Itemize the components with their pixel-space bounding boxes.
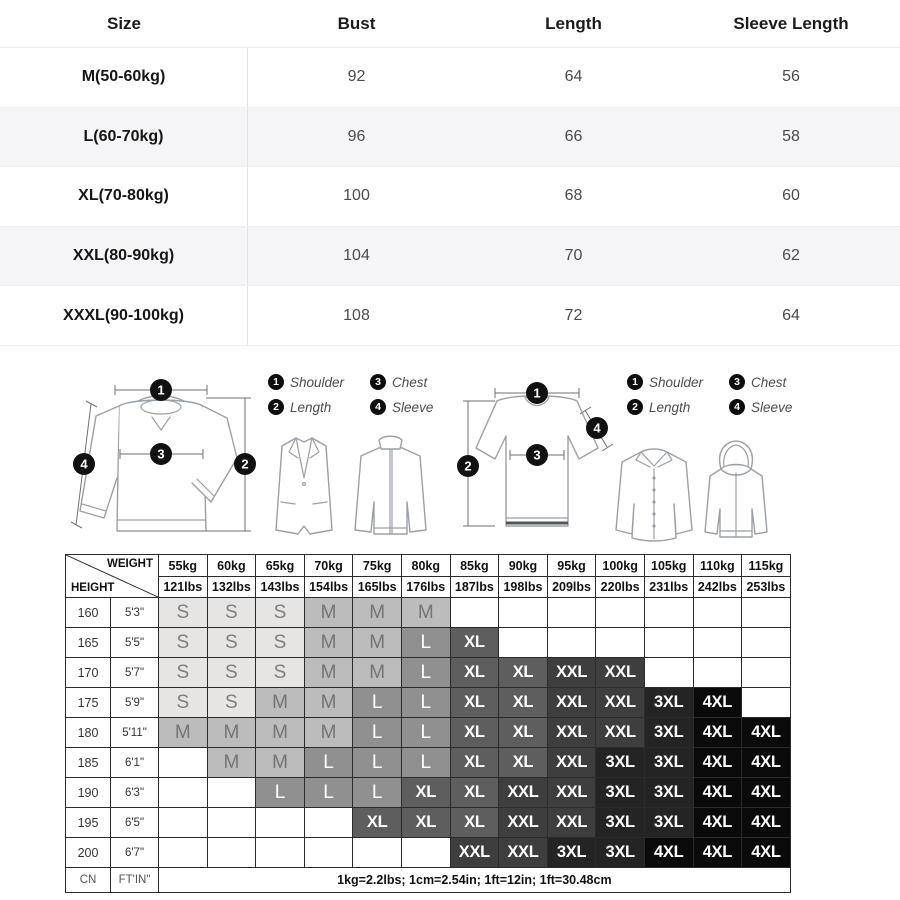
size-cell — [547, 628, 596, 658]
weight-kg-header: 115kg — [742, 555, 791, 577]
number-badge-icon: 1 — [627, 374, 643, 390]
size-cell: XXL — [596, 658, 645, 688]
matrix-row — [66, 628, 791, 658]
legend-label: Chest — [392, 374, 428, 390]
size-cell: XL — [499, 748, 548, 778]
measure-point-sleeve — [586, 417, 608, 439]
column-header-length: Length — [545, 13, 602, 33]
size-cell — [450, 598, 499, 628]
sleeve-cell: 58 — [782, 127, 800, 145]
legend-label: Sleeve — [751, 399, 793, 415]
size-cell: M — [256, 718, 305, 748]
zip-jacket-sketch — [348, 432, 433, 544]
sleeve-cell: 60 — [782, 187, 800, 205]
size-cell — [596, 598, 645, 628]
size-cell — [159, 808, 208, 838]
size-cell: 4XL — [693, 808, 742, 838]
size-cell: S — [159, 658, 208, 688]
number-badge-icon: 2 — [268, 399, 284, 415]
blazer-sketch — [268, 432, 340, 544]
size-table-row — [0, 227, 900, 287]
size-cell: 4XL — [742, 778, 791, 808]
weight-kg-header: 75kg — [353, 555, 402, 577]
size-cell — [304, 838, 353, 868]
svg-text:2: 2 — [464, 458, 472, 474]
size-cell: L — [401, 688, 450, 718]
size-cell — [499, 598, 548, 628]
corner-height-label: HEIGHT — [71, 582, 115, 594]
height-cm-cell: 160 — [66, 598, 111, 628]
size-cell: XL — [450, 658, 499, 688]
conversion-note: 1kg=2.2lbs; 1cm=2.54in; 1ft=12in; 1ft=30.48cm — [159, 868, 791, 893]
size-cell: 3XL — [596, 808, 645, 838]
size-cell — [693, 628, 742, 658]
weight-lbs-header: 143lbs — [256, 577, 305, 598]
size-cell: M — [353, 658, 402, 688]
size-cell: S — [159, 628, 208, 658]
number-badge-icon: 2 — [627, 399, 643, 415]
matrix-row — [66, 688, 791, 718]
size-cell: M — [353, 598, 402, 628]
size-cell: XXL — [547, 688, 596, 718]
size-cell: S — [256, 628, 305, 658]
length-cell: 64 — [564, 68, 583, 86]
corner-weight-label: WEIGHT — [107, 558, 153, 570]
legend-label: Length — [649, 399, 691, 415]
length-cell: 72 — [564, 306, 583, 324]
size-cell — [159, 838, 208, 868]
legend-label: Shoulder — [290, 374, 345, 390]
height-cm-cell: 165 — [66, 628, 111, 658]
size-cell: XL — [450, 808, 499, 838]
size-cell: S — [256, 658, 305, 688]
size-cell: L(60-70kg) — [0, 108, 248, 167]
size-cell: XL — [450, 628, 499, 658]
size-cell: 3XL — [596, 748, 645, 778]
column-header-sleeve: Sleeve Length — [733, 13, 849, 33]
bust-cell: 100 — [343, 187, 370, 205]
size-cell: 3XL — [644, 748, 693, 778]
size-cell: 3XL — [547, 838, 596, 868]
measure-point-length — [457, 455, 479, 477]
size-cell: M — [304, 628, 353, 658]
size-cell: 4XL — [693, 778, 742, 808]
number-badge-icon: 1 — [268, 374, 284, 390]
weight-lbs-header: 121lbs — [159, 577, 208, 598]
matrix-header-lbs-row — [66, 577, 791, 598]
height-cm-cell: 180 — [66, 718, 111, 748]
svg-text:4: 4 — [80, 456, 88, 472]
size-cell: 3XL — [644, 688, 693, 718]
size-cell: XXL — [596, 688, 645, 718]
size-cell — [644, 658, 693, 688]
size-cell: XXL — [499, 838, 548, 868]
number-badge-icon: 3 — [729, 374, 745, 390]
size-cell: 3XL — [596, 778, 645, 808]
size-cell: 4XL — [644, 838, 693, 868]
size-cell: L — [401, 658, 450, 688]
size-cell — [644, 628, 693, 658]
weight-lbs-header: 242lbs — [693, 577, 742, 598]
size-cell: XL — [450, 718, 499, 748]
size-cell: 3XL — [596, 838, 645, 868]
measure-point-chest — [150, 443, 172, 465]
size-cell: S — [159, 598, 208, 628]
sleeve-cell: 64 — [782, 306, 800, 324]
size-cell: XL — [401, 778, 450, 808]
size-cell: XL — [450, 778, 499, 808]
size-cell: M — [304, 598, 353, 628]
legend-item — [268, 399, 344, 415]
height-ftin-cell: 5'11" — [111, 718, 159, 748]
matrix-row — [66, 718, 791, 748]
size-cell: XL — [499, 688, 548, 718]
size-cell: M — [256, 748, 305, 778]
size-cell — [159, 748, 208, 778]
size-cell: 3XL — [644, 808, 693, 838]
hoodie-sketch — [700, 439, 772, 546]
size-cell: XXL — [499, 808, 548, 838]
size-cell: XXL — [547, 778, 596, 808]
size-cell: XL — [353, 808, 402, 838]
size-matrix-table — [65, 554, 791, 893]
legend-item — [729, 374, 792, 390]
button-shirt-sketch — [608, 444, 700, 546]
size-cell: 4XL — [693, 838, 742, 868]
legend-item — [268, 374, 344, 390]
size-cell: S — [207, 628, 256, 658]
height-ftin-cell: 6'3" — [111, 778, 159, 808]
size-cell: L — [353, 718, 402, 748]
size-cell: L — [401, 748, 450, 778]
weight-kg-header: 100kg — [596, 555, 645, 577]
height-ftin-cell: 5'3" — [111, 598, 159, 628]
size-cell: M — [304, 658, 353, 688]
size-cell — [499, 628, 548, 658]
size-cell: XXL — [547, 808, 596, 838]
size-cell: L — [304, 748, 353, 778]
weight-kg-header: 80kg — [401, 555, 450, 577]
size-cell — [596, 628, 645, 658]
size-table-row — [0, 48, 900, 108]
legend-item — [627, 374, 703, 390]
size-cell: XL(70-80kg) — [0, 167, 248, 226]
button-shirt-icon — [608, 444, 700, 546]
height-ftin-cell: 6'1" — [111, 748, 159, 778]
size-cell: XXL(80-90kg) — [0, 227, 248, 286]
size-cell: XL — [450, 688, 499, 718]
bust-cell: 108 — [343, 306, 370, 324]
bust-cell: 96 — [347, 127, 366, 145]
length-cell: 70 — [564, 247, 583, 265]
weight-kg-header: 55kg — [159, 555, 208, 577]
height-ftin-cell: 6'5" — [111, 808, 159, 838]
size-cell: XXL — [547, 718, 596, 748]
size-cell: 4XL — [693, 688, 742, 718]
legend-label: Chest — [751, 374, 787, 390]
size-cell: M — [159, 718, 208, 748]
size-cell: XL — [499, 718, 548, 748]
size-cell: L — [353, 688, 402, 718]
column-header-bust: Bust — [337, 13, 376, 33]
legend-label: Length — [290, 399, 332, 415]
weight-kg-header: 90kg — [499, 555, 548, 577]
measure-point-length — [234, 453, 256, 475]
size-cell: XL — [401, 808, 450, 838]
weight-lbs-header: 154lbs — [304, 577, 353, 598]
bust-cell: 104 — [343, 247, 370, 265]
size-cell: XL — [450, 748, 499, 778]
legend-label: Sleeve — [392, 399, 434, 415]
weight-kg-header: 95kg — [547, 555, 596, 577]
size-cell: L — [256, 778, 305, 808]
weight-lbs-header: 132lbs — [207, 577, 256, 598]
sleeve-cell: 56 — [782, 68, 800, 86]
weight-lbs-header: 220lbs — [596, 577, 645, 598]
size-cell: 4XL — [742, 808, 791, 838]
size-cell — [742, 628, 791, 658]
sweatshirt-measure-diagram — [40, 368, 265, 548]
measure-legend — [627, 374, 792, 415]
svg-text:3: 3 — [157, 446, 165, 462]
legend-item — [370, 374, 433, 390]
measure-point-shoulder — [526, 382, 548, 404]
zip-jacket-icon — [348, 432, 433, 544]
legend-item — [370, 399, 433, 415]
measure-point-chest — [526, 444, 548, 466]
size-cell: XXXL(90-100kg) — [0, 286, 248, 345]
weight-kg-header: 70kg — [304, 555, 353, 577]
matrix-row — [66, 808, 791, 838]
size-cell: 4XL — [742, 748, 791, 778]
height-cm-cell: 195 — [66, 808, 111, 838]
size-table — [0, 0, 900, 346]
legend-item — [627, 399, 703, 415]
size-table-body — [0, 48, 900, 346]
length-cell: 68 — [564, 187, 583, 205]
sleeve-cell: 62 — [782, 247, 800, 265]
svg-text:4: 4 — [593, 420, 601, 436]
size-cell: S — [207, 598, 256, 628]
matrix-row — [66, 748, 791, 778]
height-ftin-cell: 5'9" — [111, 688, 159, 718]
size-cell — [401, 838, 450, 868]
height-cm-cell: 185 — [66, 748, 111, 778]
size-cell: 4XL — [693, 748, 742, 778]
matrix-row — [66, 838, 791, 868]
height-cm-cell: 190 — [66, 778, 111, 808]
size-cell: XXL — [596, 718, 645, 748]
size-cell: M(50-60kg) — [0, 48, 248, 107]
number-badge-icon: 4 — [729, 399, 745, 415]
size-cell — [742, 598, 791, 628]
column-header-size: Size — [106, 13, 142, 33]
size-cell: L — [353, 748, 402, 778]
size-table-row — [0, 286, 900, 346]
size-table-row — [0, 108, 900, 168]
size-cell: S — [207, 688, 256, 718]
height-ftin-cell: 6'7" — [111, 838, 159, 868]
ftin-unit-label: FT'IN" — [111, 868, 159, 893]
height-cm-cell: 170 — [66, 658, 111, 688]
size-table-header-row — [0, 0, 900, 48]
weight-lbs-header: 209lbs — [547, 577, 596, 598]
size-cell: 4XL — [693, 718, 742, 748]
size-cell — [207, 808, 256, 838]
size-cell: XXL — [499, 778, 548, 808]
size-cell: 4XL — [742, 718, 791, 748]
size-cell — [742, 688, 791, 718]
size-cell — [693, 598, 742, 628]
size-cell: XL — [499, 658, 548, 688]
size-cell — [693, 658, 742, 688]
size-cell: L — [401, 628, 450, 658]
measure-point-shoulder — [150, 379, 172, 401]
size-cell: 3XL — [644, 718, 693, 748]
long-sleeve-sweatshirt-diagram — [40, 368, 265, 548]
size-cell: L — [353, 778, 402, 808]
weight-kg-header: 105kg — [644, 555, 693, 577]
size-cell — [207, 778, 256, 808]
size-cell: XXL — [547, 748, 596, 778]
size-table-row — [0, 167, 900, 227]
size-cell: L — [304, 778, 353, 808]
size-cell: M — [207, 748, 256, 778]
size-cell: 3XL — [644, 778, 693, 808]
size-cell: 4XL — [742, 838, 791, 868]
length-cell: 66 — [564, 127, 583, 145]
weight-lbs-header: 176lbs — [401, 577, 450, 598]
matrix-header-kg-row — [66, 555, 791, 577]
legend-label: Shoulder — [649, 374, 704, 390]
bust-cell: 92 — [347, 68, 366, 86]
matrix-row — [66, 778, 791, 808]
size-cell: S — [256, 598, 305, 628]
size-cell: M — [304, 688, 353, 718]
blazer-icon — [268, 432, 340, 544]
weight-kg-header: 85kg — [450, 555, 499, 577]
weight-kg-header: 110kg — [693, 555, 742, 577]
size-cell: M — [304, 718, 353, 748]
weight-kg-header: 65kg — [256, 555, 305, 577]
size-cell — [207, 838, 256, 868]
height-ftin-cell: 5'5" — [111, 628, 159, 658]
matrix-row — [66, 658, 791, 688]
svg-text:1: 1 — [533, 385, 541, 401]
size-cell: S — [207, 658, 256, 688]
size-cell: XXL — [450, 838, 499, 868]
size-cell — [304, 808, 353, 838]
weight-lbs-header: 187lbs — [450, 577, 499, 598]
size-cell: M — [401, 598, 450, 628]
matrix-row — [66, 598, 791, 628]
height-cm-cell: 200 — [66, 838, 111, 868]
cm-unit-label: CN — [66, 868, 111, 893]
weight-kg-header: 60kg — [207, 555, 256, 577]
svg-text:1: 1 — [157, 382, 165, 398]
size-cell: L — [401, 718, 450, 748]
height-cm-cell: 175 — [66, 688, 111, 718]
matrix-footer-row — [66, 868, 791, 893]
measure-point-sleeve — [73, 453, 95, 475]
size-cell — [644, 598, 693, 628]
height-ftin-cell: 5'7" — [111, 658, 159, 688]
size-cell: M — [207, 718, 256, 748]
size-cell — [256, 838, 305, 868]
hoodie-icon — [700, 439, 772, 546]
svg-text:3: 3 — [533, 447, 541, 463]
number-badge-icon: 4 — [370, 399, 386, 415]
weight-lbs-header: 165lbs — [353, 577, 402, 598]
size-cell: XXL — [547, 658, 596, 688]
size-cell — [547, 598, 596, 628]
weight-lbs-header: 253lbs — [742, 577, 791, 598]
size-cell — [159, 778, 208, 808]
number-badge-icon: 3 — [370, 374, 386, 390]
weight-lbs-header: 231lbs — [644, 577, 693, 598]
weight-lbs-header: 198lbs — [499, 577, 548, 598]
legend-item — [729, 399, 792, 415]
measure-legend — [268, 374, 433, 415]
size-cell: S — [159, 688, 208, 718]
size-cell — [256, 808, 305, 838]
matrix-corner-cell — [66, 555, 159, 598]
size-cell: M — [353, 628, 402, 658]
size-cell — [353, 838, 402, 868]
size-cell: M — [256, 688, 305, 718]
svg-text:2: 2 — [241, 456, 249, 472]
size-cell — [742, 658, 791, 688]
